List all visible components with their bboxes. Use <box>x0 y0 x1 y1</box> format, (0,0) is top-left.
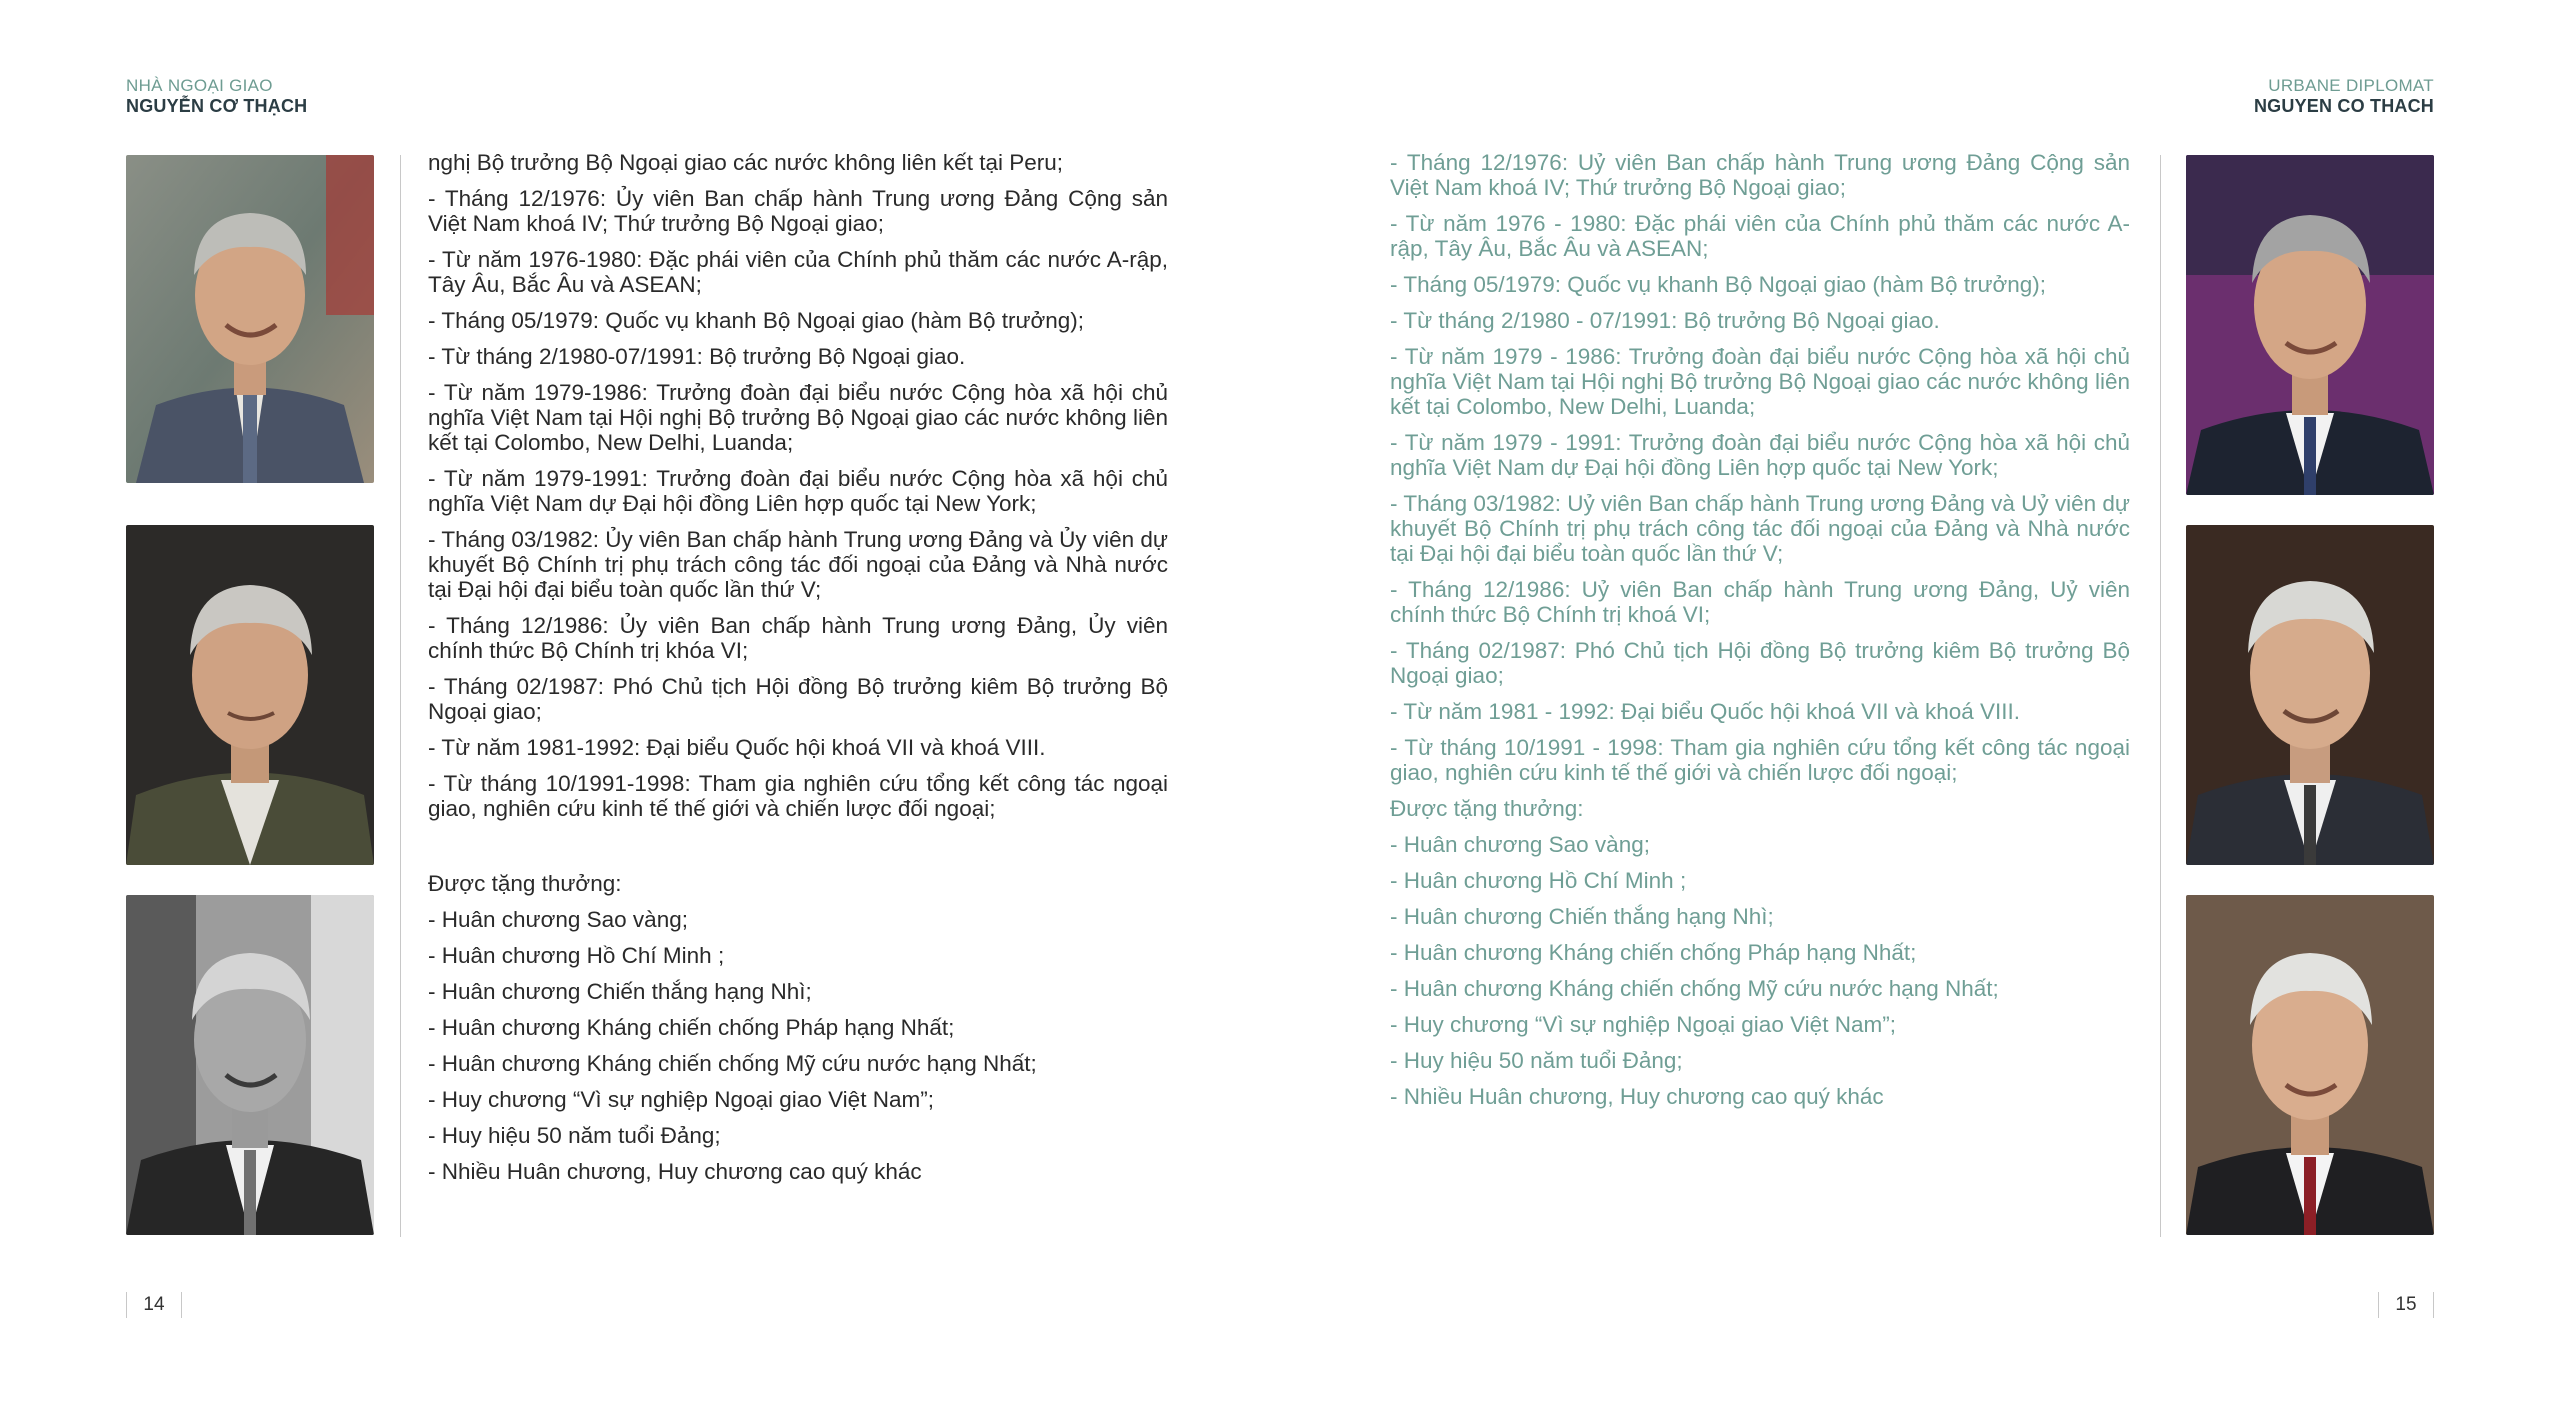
left-award-2: - Huân chương Chiến thắng hạng Nhì; <box>428 979 812 1004</box>
right-running-header <box>2254 76 2434 116</box>
right-item-0: - Tháng 12/1976: Uỷ viên Ban chấp hành Trung ương Đảng Cộng sản Việt Nam khoá IV; Thứ trưởng Bộ Ngoại giao; <box>1390 150 2130 200</box>
left-award-7: - Nhiều Huân chương, Huy chương cao quý khác <box>428 1159 922 1184</box>
right-award-3: - Huân chương Kháng chiến chống Pháp hạng Nhất; <box>1390 940 1917 965</box>
right-item-4: - Từ năm 1979 - 1986: Trưởng đoàn đại biểu nước Cộng hòa xã hội chủ nghĩa Việt Nam tại Hội nghị Bộ trưởng Bộ Ngoại giao các nước không liên kết tại Colombo, New Delhi, Luanda; <box>1390 344 2130 419</box>
left-item-0: nghị Bộ trưởng Bộ Ngoại giao các nước không liên kết tại Peru; <box>428 150 1063 175</box>
left-item-5: - Từ năm 1979-1986: Trưởng đoàn đại biểu nước Cộng hòa xã hội chủ nghĩa Việt Nam tại Hội nghị Bộ trưởng Bộ Ngoại giao các nước không liên kết tại Colombo, New Delhi, Luanda; <box>428 380 1168 455</box>
right-item-5: - Từ năm 1979 - 1991: Trưởng đoàn đại biểu nước Cộng hòa xã hội chủ nghĩa Việt Nam dự Đại hội đồng Liên hợp quốc tại New York; <box>1390 430 2130 480</box>
left-item-6: - Từ năm 1979-1991: Trưởng đoàn đại biểu nước Cộng hòa xã hội chủ nghĩa Việt Nam dự Đại hội đồng Liên hợp quốc tại New York; <box>428 466 1168 516</box>
left-header-line2: NGUYỄN CƠ THẠCH <box>126 96 308 116</box>
right-award-1: - Huân chương Hồ Chí Minh ; <box>1390 868 1687 893</box>
right-award-7: - Nhiều Huân chương, Huy chương cao quý khác <box>1390 1084 1884 1109</box>
left-item-1: - Tháng 12/1976: Ủy viên Ban chấp hành Trung ương Đảng Cộng sản Việt Nam khoá IV; Thứ trưởng Bộ Ngoại giao; <box>428 186 1168 236</box>
right-award-6: - Huy hiệu 50 năm tuổi Đảng; <box>1390 1048 1683 1073</box>
left-text-column <box>428 150 1168 1195</box>
right-column-divider <box>2160 155 2161 1237</box>
right-header-line1: URBANE DIPLOMAT <box>2268 76 2434 95</box>
right-item-7: - Tháng 12/1986: Uỷ viên Ban chấp hành Trung ương Đảng, Uỷ viên chính thức Bộ Chính trị khoá VI; <box>1390 577 2130 627</box>
right-award-5: - Huy chương “Vì sự nghiệp Ngoại giao Việt Nam”; <box>1390 1012 1896 1037</box>
right-item-9: - Từ năm 1981 - 1992: Đại biểu Quốc hội khoá VII và khoá VIII. <box>1390 699 2020 724</box>
left-photo-2 <box>126 525 374 865</box>
left-award-6: - Huy hiệu 50 năm tuổi Đảng; <box>428 1123 721 1148</box>
right-award-0: - Huân chương Sao vàng; <box>1390 832 1650 857</box>
left-item-10: - Từ năm 1981-1992: Đại biểu Quốc hội khoá VII và khoá VIII. <box>428 735 1046 760</box>
left-item-11: - Từ tháng 10/1991-1998: Tham gia nghiên cứu tổng kết công tác ngoại giao, nghiên cứu kinh tế thế giới và chiến lược đối ngoại; <box>428 771 1168 821</box>
right-awards-title: Được tặng thưởng: <box>1390 796 1584 821</box>
right-photo-3 <box>2186 895 2434 1235</box>
left-award-5: - Huy chương “Vì sự nghiệp Ngoại giao Việt Nam”; <box>428 1087 934 1112</box>
right-award-2: - Huân chương Chiến thắng hạng Nhì; <box>1390 904 1774 929</box>
left-award-4: - Huân chương Kháng chiến chống Mỹ cứu nước hạng Nhất; <box>428 1051 1037 1076</box>
left-item-8: - Tháng 12/1986: Ủy viên Ban chấp hành Trung ương Đảng, Ủy viên chính thức Bộ Chính trị khóa VI; <box>428 613 1168 663</box>
left-header-line1: NHÀ NGOẠI GIAO <box>126 76 273 95</box>
right-award-4: - Huân chương Kháng chiến chống Mỹ cứu nước hạng Nhất; <box>1390 976 1999 1001</box>
left-awards-title: Được tặng thưởng: <box>428 871 622 896</box>
left-photo-3 <box>126 895 374 1235</box>
right-item-2: - Tháng 05/1979: Quốc vụ khanh Bộ Ngoại giao (hàm Bộ trưởng); <box>1390 272 2047 297</box>
right-page-number <box>2378 1290 2434 1320</box>
right-item-8: - Tháng 02/1987: Phó Chủ tịch Hội đồng Bộ trưởng kiêm Bộ trưởng Bộ Ngoại giao; <box>1390 638 2130 688</box>
left-award-3: - Huân chương Kháng chiến chống Pháp hạng Nhất; <box>428 1015 955 1040</box>
left-page-number-text: 14 <box>143 1294 165 1315</box>
right-text-column <box>1390 150 2130 1120</box>
left-item-4: - Từ tháng 2/1980-07/1991: Bộ trưởng Bộ Ngoại giao. <box>428 344 966 369</box>
left-page-number <box>126 1290 182 1320</box>
left-item-7: - Tháng 03/1982: Ủy viên Ban chấp hành Trung ương Đảng và Ủy viên dự khuyết Bộ Chính trị phụ trách công tác đối ngoại của Đảng và Nhà nước tại Đại hội đại biểu toàn quốc lần thứ V; <box>428 527 1168 602</box>
right-photo-2 <box>2186 525 2434 865</box>
right-item-10: - Từ tháng 10/1991 - 1998: Tham gia nghiên cứu tổng kết công tác ngoại giao, nghiên cứu kinh tế thế giới và chiến lược đối ngoại; <box>1390 735 2130 785</box>
left-item-9: - Tháng 02/1987: Phó Chủ tịch Hội đồng Bộ trưởng kiêm Bộ trưởng Bộ Ngoại giao; <box>428 674 1168 724</box>
left-item-3: - Tháng 05/1979: Quốc vụ khanh Bộ Ngoại giao (hàm Bộ trưởng); <box>428 308 1085 333</box>
right-item-3: - Từ tháng 2/1980 - 07/1991: Bộ trưởng Bộ Ngoại giao. <box>1390 308 1940 333</box>
left-column-divider <box>400 155 401 1237</box>
right-item-1: - Từ năm 1976 - 1980: Đặc phái viên của Chính phủ thăm các nước A-rập, Tây Âu, Bắc Âu và ASEAN; <box>1390 211 2130 261</box>
left-item-2: - Từ năm 1976-1980: Đặc phái viên của Chính phủ thăm các nước A-rập, Tây Âu, Bắc Âu và ASEAN; <box>428 247 1168 297</box>
right-item-6: - Tháng 03/1982: Uỷ viên Ban chấp hành Trung ương Đảng và Uỷ viên dự khuyết Bộ Chính trị phụ trách công tác đối ngoại của Đảng và Nhà nước tại Đại hội đại biểu toàn quốc lần thứ V; <box>1390 491 2130 566</box>
right-header-line2: NGUYEN CO THACH <box>2253 96 2434 116</box>
left-running-header <box>126 76 307 116</box>
left-award-0: - Huân chương Sao vàng; <box>428 907 688 932</box>
left-award-1: - Huân chương Hồ Chí Minh ; <box>428 943 725 968</box>
right-page-number-text: 15 <box>2395 1294 2417 1315</box>
left-photo-1 <box>126 155 374 483</box>
right-photo-1 <box>2186 155 2434 495</box>
